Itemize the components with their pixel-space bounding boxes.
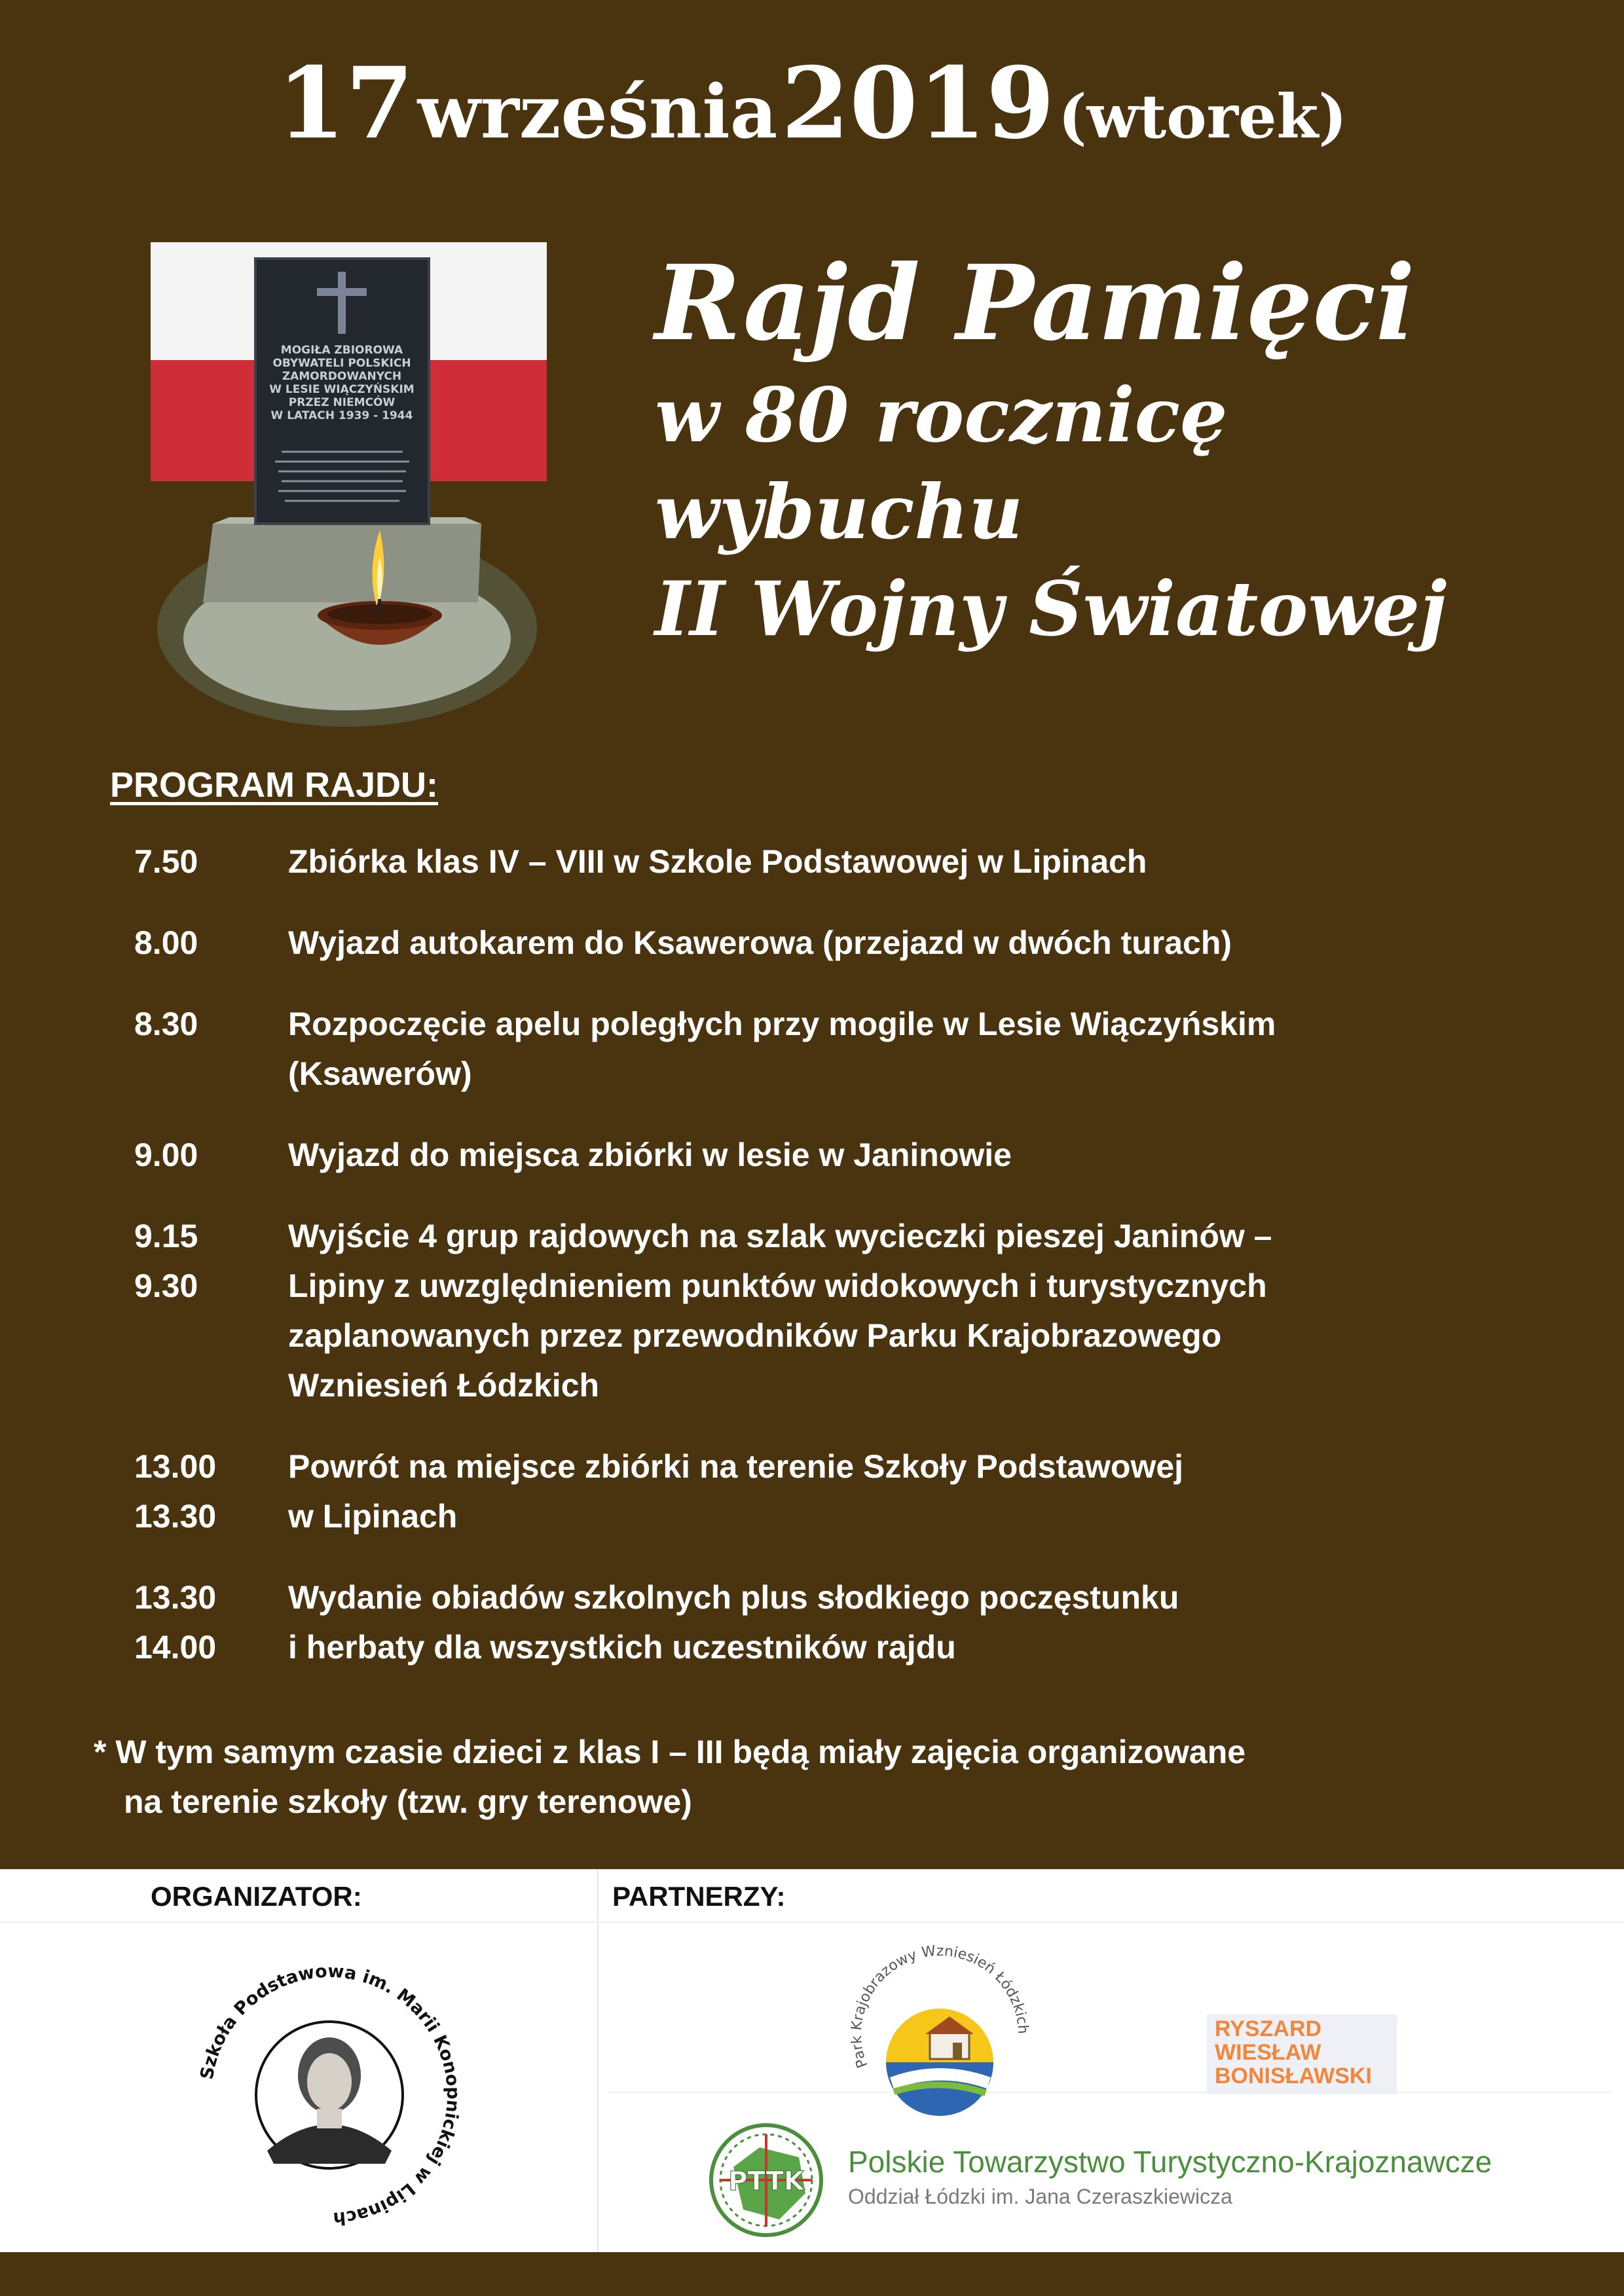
program-text: Powrót na miejsce zbiórki na terenie Szkoły Podstawowej bbox=[288, 1448, 1184, 1485]
footnote bbox=[94, 1727, 1587, 1827]
pttk-badge-text: PTTK bbox=[728, 2166, 804, 2196]
program-item bbox=[134, 918, 1562, 968]
partners-label: PARTNERZY: bbox=[612, 1881, 786, 1912]
pttk-text bbox=[848, 2144, 1492, 2209]
subtitle-line: w 80 rocznicę bbox=[655, 371, 1228, 459]
date-year: 2019 bbox=[781, 46, 1055, 161]
school-logo bbox=[189, 1954, 470, 2236]
program-time: 9.00 bbox=[134, 1137, 198, 1173]
program-text: i herbaty dla wszystkich uczestników rajdu bbox=[288, 1629, 956, 1666]
program-item bbox=[134, 1573, 1562, 1672]
program-text: Wzniesień Łódzkich bbox=[288, 1367, 600, 1404]
program-time: 13.30 bbox=[134, 1579, 217, 1616]
subtitle-line: wybuchu bbox=[655, 468, 1024, 556]
sponsors-footer bbox=[0, 1869, 1624, 2252]
program-text: Lipiny z uwzględnieniem punktów widokowych i turystycznych bbox=[288, 1267, 1267, 1304]
inscription-line: OBYWATELI POLSKICH bbox=[272, 357, 411, 370]
program-time: 8.00 bbox=[134, 924, 198, 961]
program-item bbox=[134, 999, 1562, 1099]
rwb-line: WIESŁAW bbox=[1215, 2040, 1321, 2065]
divider bbox=[609, 2092, 1611, 2093]
program-text: Wyjście 4 grup rajdowych na szlak wycieczki pieszej Janinów – bbox=[288, 1218, 1272, 1254]
program-text: Wydanie obiadów szkolnych plus słodkiego poczęstunku bbox=[288, 1579, 1179, 1616]
program-item bbox=[134, 1211, 1562, 1410]
program-text: (Ksawerów) bbox=[288, 1055, 472, 1092]
date-weekday: (wtorek) bbox=[1058, 81, 1347, 152]
pttk-branch: Oddział Łódzki im. Jana Czeraszkiewicza bbox=[848, 2185, 1232, 2208]
program-list bbox=[134, 837, 1562, 1704]
program-text: Rozpoczęcie apelu poległych przy mogile w Lesie Wiączyńskim bbox=[288, 1006, 1276, 1042]
divider bbox=[0, 1922, 1624, 1923]
program-item bbox=[134, 837, 1562, 886]
event-title bbox=[655, 243, 1591, 653]
program-text: Zbiórka klas IV – VIII w Szkole Podstawowej w Lipinach bbox=[288, 843, 1147, 880]
inscription-line: PRZEZ NIEMCÓW bbox=[288, 396, 396, 409]
park-logo bbox=[822, 1928, 1044, 2138]
rwb-line: RYSZARD bbox=[1215, 2016, 1322, 2041]
event-date bbox=[0, 46, 1624, 161]
program-text: Wyjazd do miejsca zbiórki w lesie w Janinowie bbox=[288, 1137, 1012, 1173]
divider bbox=[597, 1869, 599, 2252]
pttk-logo bbox=[707, 2121, 825, 2239]
footnote-line: na terenie szkoły (tzw. gry terenowe) bbox=[124, 1783, 692, 1820]
memorial-grave-image bbox=[151, 236, 557, 733]
inscription-line: W LATACH 1939 - 1944 bbox=[270, 409, 413, 422]
rwb-sponsor-logo bbox=[1207, 2014, 1397, 2094]
program-time: 9.30 bbox=[134, 1267, 198, 1304]
program-time: 8.30 bbox=[134, 1006, 198, 1042]
program-time: 14.00 bbox=[134, 1629, 217, 1666]
program-heading: PROGRAM RAJDU: bbox=[110, 765, 439, 805]
program-item bbox=[134, 1442, 1562, 1541]
program-item bbox=[134, 1130, 1562, 1180]
school-logo-text: Szkoła Podstawowa im. Marii Konopnickiej w Lipinach bbox=[196, 1961, 464, 2229]
program-text: Wyjazd autokarem do Ksawerowa (przejazd w dwóch turach) bbox=[288, 924, 1232, 961]
date-day: 17 bbox=[277, 46, 414, 161]
program-time: 13.00 bbox=[134, 1448, 217, 1485]
inscription-line: MOGIŁA ZBIOROWA bbox=[280, 344, 403, 357]
inscription-line: W LESIE WIĄCZYŃSKIM bbox=[269, 383, 415, 396]
program-time: 13.30 bbox=[134, 1498, 217, 1535]
rwb-line: BONISŁAWSKI bbox=[1215, 2064, 1372, 2088]
program-time: 9.15 bbox=[134, 1218, 198, 1254]
date-month: września bbox=[417, 69, 778, 155]
park-logo-text: Park Krajobrazowy Wzniesień Łódzkich bbox=[848, 1942, 1031, 2070]
program-time: 7.50 bbox=[134, 843, 198, 880]
organizer-label: ORGANIZATOR: bbox=[151, 1881, 362, 1912]
pttk-name: Polskie Towarzystwo Turystyczno-Krajoznawcze bbox=[848, 2145, 1492, 2179]
program-text: zaplanowanych przez przewodników Parku Krajobrazowego bbox=[288, 1317, 1222, 1354]
program-text: w Lipinach bbox=[288, 1498, 458, 1535]
subtitle-line: II Wojny Światowej bbox=[655, 565, 1447, 653]
footnote-line: * W tym samym czasie dzieci z klas I – III będą miały zajęcia organizowane bbox=[94, 1734, 1246, 1770]
title-main: Rajd Pamięci bbox=[655, 243, 1415, 364]
inscription-line: ZAMORDOWANYCH bbox=[282, 370, 402, 383]
